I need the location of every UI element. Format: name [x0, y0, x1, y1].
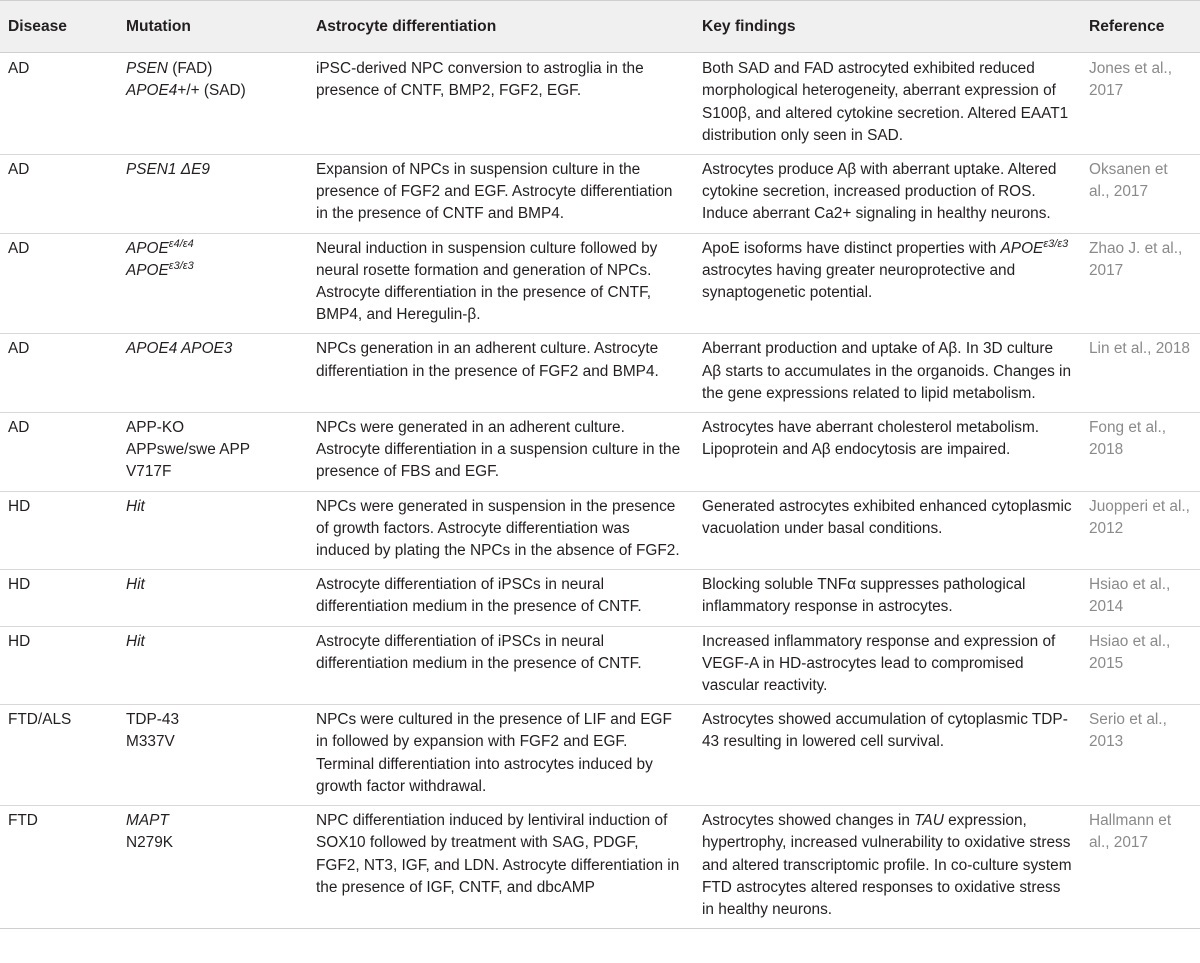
- mutation-line: [126, 709, 300, 731]
- mutation-note: (FAD): [167, 60, 213, 78]
- mutation-line: [126, 731, 300, 753]
- findings-text: ApoE isoforms have distinct properties with: [702, 239, 1001, 257]
- cell-reference: Hsiao et al., 2015: [1081, 626, 1200, 705]
- cell-reference: Jones et al., 2017: [1081, 53, 1200, 155]
- cell-mutation: [118, 334, 308, 413]
- cell-disease: HD: [0, 570, 118, 626]
- cell-key-findings: [694, 705, 1081, 806]
- mutation-line: [126, 238, 300, 260]
- mutation-note: +/+ (SAD): [177, 82, 246, 100]
- findings-text: Generated astrocytes exhibited enhanced cytoplasmic vacuolation under basal conditions.: [702, 497, 1072, 537]
- findings-text: Astrocytes showed changes in: [702, 812, 915, 830]
- cell-astrocyte-differentiation: iPSC-derived NPC conversion to astroglia in the presence of CNTF, BMP2, FGF2, EGF.: [308, 53, 694, 155]
- cell-key-findings: [694, 334, 1081, 413]
- table-row: [0, 53, 1200, 155]
- findings-allele: ε3/ε3: [1043, 237, 1069, 250]
- findings-gene: TAU: [914, 812, 944, 830]
- cell-astrocyte-differentiation: Expansion of NPCs in suspension culture in the presence of FGF2 and EGF. Astrocyte differentiation in the presence of CNTF and BMP4.: [308, 155, 694, 234]
- table-row: [0, 626, 1200, 705]
- cell-mutation: [118, 491, 308, 570]
- findings-text: astrocytes having greater neuroprotective and synaptogenetic potential.: [702, 261, 1016, 302]
- findings-text: Aberrant production and uptake of Aβ. In 3D culture Aβ starts to accumulates in the organoids. Changes in the gene expressions related to lipid metabolism.: [702, 340, 1072, 402]
- cell-disease: HD: [0, 491, 118, 570]
- cell-reference: Oksanen et al., 2017: [1081, 155, 1200, 234]
- cell-key-findings: [694, 491, 1081, 570]
- cell-disease: AD: [0, 53, 118, 155]
- cell-astrocyte-differentiation: NPC differentiation induced by lentiviral induction of SOX10 followed by treatment with SAG, PDGF, FGF2, NT3, IGF, and LDN. Astrocyte differentiation in the presence of IGF, CNTF, and dbcAMP: [308, 806, 694, 929]
- findings-text: Astrocytes showed accumulation of cytoplasmic TDP-43 resulting in lowered cell survival.: [702, 711, 1068, 751]
- mutation-note: V717F: [126, 463, 172, 481]
- mutation-line: [126, 417, 300, 439]
- mutation-line: [126, 631, 300, 653]
- cell-disease: FTD/ALS: [0, 705, 118, 806]
- mutation-line: [126, 832, 300, 854]
- mutation-allele: ε4/ε4: [168, 237, 194, 250]
- table-row: [0, 233, 1200, 334]
- cell-mutation: [118, 53, 308, 155]
- mutation-note: TDP-43: [126, 711, 180, 729]
- cell-disease: AD: [0, 413, 118, 492]
- mutation-gene: APOE4 APOE3: [126, 340, 233, 358]
- cell-mutation: [118, 806, 308, 929]
- header-astrocyte-differentiation: Astrocyte differentiation: [308, 1, 694, 53]
- cell-key-findings: [694, 233, 1081, 334]
- mutation-gene: MAPT: [126, 812, 169, 830]
- cell-astrocyte-differentiation: NPCs were cultured in the presence of LIF and EGF in followed by expansion with FGF2 and EGF. Terminal differentiation into astrocytes induced by growth factor withdrawal.: [308, 705, 694, 806]
- cell-astrocyte-differentiation: NPCs generation in an adherent culture. Astrocyte differentiation in the presence of FGF2 and BMP4.: [308, 334, 694, 413]
- header-disease: Disease: [0, 1, 118, 53]
- mutation-line: [126, 338, 300, 360]
- mutation-line: [126, 439, 300, 461]
- mutation-gene: Hit: [126, 497, 145, 515]
- mutation-gene: Hit: [126, 632, 145, 650]
- cell-reference: Serio et al., 2013: [1081, 705, 1200, 806]
- cell-reference: Hallmann et al., 2017: [1081, 806, 1200, 929]
- header-key-findings: Key findings: [694, 1, 1081, 53]
- cell-reference: Juopperi et al., 2012: [1081, 491, 1200, 570]
- findings-text: Astrocytes have aberrant cholesterol metabolism. Lipoprotein and Aβ endocytosis are impaired.: [702, 419, 1040, 459]
- mutation-gene: APOE: [126, 261, 169, 279]
- mutation-gene: PSEN: [126, 60, 168, 78]
- cell-reference: Lin et al., 2018: [1081, 334, 1200, 413]
- mutation-line: [126, 58, 300, 80]
- table-row: [0, 155, 1200, 234]
- cell-astrocyte-differentiation: Astrocyte differentiation of iPSCs in neural differentiation medium in the presence of CNTF.: [308, 626, 694, 705]
- cell-mutation: [118, 233, 308, 334]
- mutation-note: APPswe/swe APP: [126, 441, 251, 459]
- mutation-line: [126, 260, 300, 282]
- findings-text: Astrocytes produce Aβ with aberrant uptake. Altered cytokine secretion, increased production of ROS. Induce aberrant Ca2+ signaling in healthy neurons.: [702, 161, 1057, 223]
- mutation-allele: ε3/ε3: [168, 259, 194, 272]
- mutation-line: [126, 80, 300, 102]
- cell-astrocyte-differentiation: NPCs were generated in an adherent culture. Astrocyte differentiation in a suspension culture in the presence of FBS and EGF.: [308, 413, 694, 492]
- table-row: [0, 570, 1200, 626]
- findings-gene: APOE: [1000, 239, 1044, 257]
- mutation-line: [126, 810, 300, 832]
- mutation-line: [126, 159, 300, 181]
- table-row: [0, 413, 1200, 492]
- cell-disease: HD: [0, 626, 118, 705]
- cell-astrocyte-differentiation: NPCs were generated in suspension in the presence of growth factors. Astrocyte differentiation was induced by plating the NPCs in the absence of FGF2.: [308, 491, 694, 570]
- cell-disease: FTD: [0, 806, 118, 929]
- mutation-gene: PSEN1 ΔE9: [126, 161, 210, 179]
- cell-mutation: [118, 705, 308, 806]
- mutation-line: [126, 574, 300, 596]
- header-row: [0, 1, 1200, 53]
- table-row: [0, 334, 1200, 413]
- cell-key-findings: [694, 413, 1081, 492]
- cell-disease: AD: [0, 334, 118, 413]
- cell-disease: AD: [0, 155, 118, 234]
- findings-text: Both SAD and FAD astrocyted exhibited reduced morphological heterogeneity, aberrant expression of S100β, and altered cytokine secretion. Altered EAAT1 distribution only seen in SAD.: [702, 60, 1069, 144]
- cell-mutation: [118, 626, 308, 705]
- mutation-gene: APOE4: [126, 82, 178, 100]
- mutation-gene: Hit: [126, 576, 145, 594]
- mutation-line: [126, 461, 300, 483]
- table-body: [0, 53, 1200, 929]
- cell-astrocyte-differentiation: Astrocyte differentiation of iPSCs in neural differentiation medium in the presence of CNTF.: [308, 570, 694, 626]
- table-row: [0, 806, 1200, 929]
- header-mutation: Mutation: [118, 1, 308, 53]
- cell-key-findings: [694, 53, 1081, 155]
- cell-disease: AD: [0, 233, 118, 334]
- cell-reference: Hsiao et al., 2014: [1081, 570, 1200, 626]
- mutation-line: [126, 496, 300, 518]
- mutation-note: APP-KO: [126, 419, 185, 437]
- findings-text: Increased inflammatory response and expression of VEGF-A in HD-astrocytes lead to compromised vascular reactivity.: [702, 632, 1056, 695]
- cell-reference: Zhao J. et al., 2017: [1081, 233, 1200, 334]
- mutation-gene: APOE: [126, 239, 169, 257]
- cell-key-findings: [694, 806, 1081, 929]
- table-row: [0, 705, 1200, 806]
- cell-astrocyte-differentiation: Neural induction in suspension culture followed by neural rosette formation and generation of NPCs. Astrocyte differentiation in the presence of CNTF, BMP4, and Heregulin-β.: [308, 233, 694, 334]
- cell-key-findings: [694, 626, 1081, 705]
- table-row: [0, 491, 1200, 570]
- cell-mutation: [118, 155, 308, 234]
- mutation-note: N279K: [126, 834, 174, 852]
- header-reference: Reference: [1081, 1, 1200, 53]
- cell-mutation: [118, 570, 308, 626]
- cell-mutation: [118, 413, 308, 492]
- findings-text: Blocking soluble TNFα suppresses pathological inflammatory response in astrocytes.: [702, 576, 1026, 616]
- cell-reference: Fong et al., 2018: [1081, 413, 1200, 492]
- cell-key-findings: [694, 570, 1081, 626]
- mutation-note: M337V: [126, 733, 175, 751]
- cell-key-findings: [694, 155, 1081, 234]
- findings-text: expression, hypertrophy, increased vulnerability to oxidative stress and altered transcriptomic profile. In co-culture system FTD astrocytes altered responses to oxidative stress in healthy neurons.: [702, 812, 1072, 918]
